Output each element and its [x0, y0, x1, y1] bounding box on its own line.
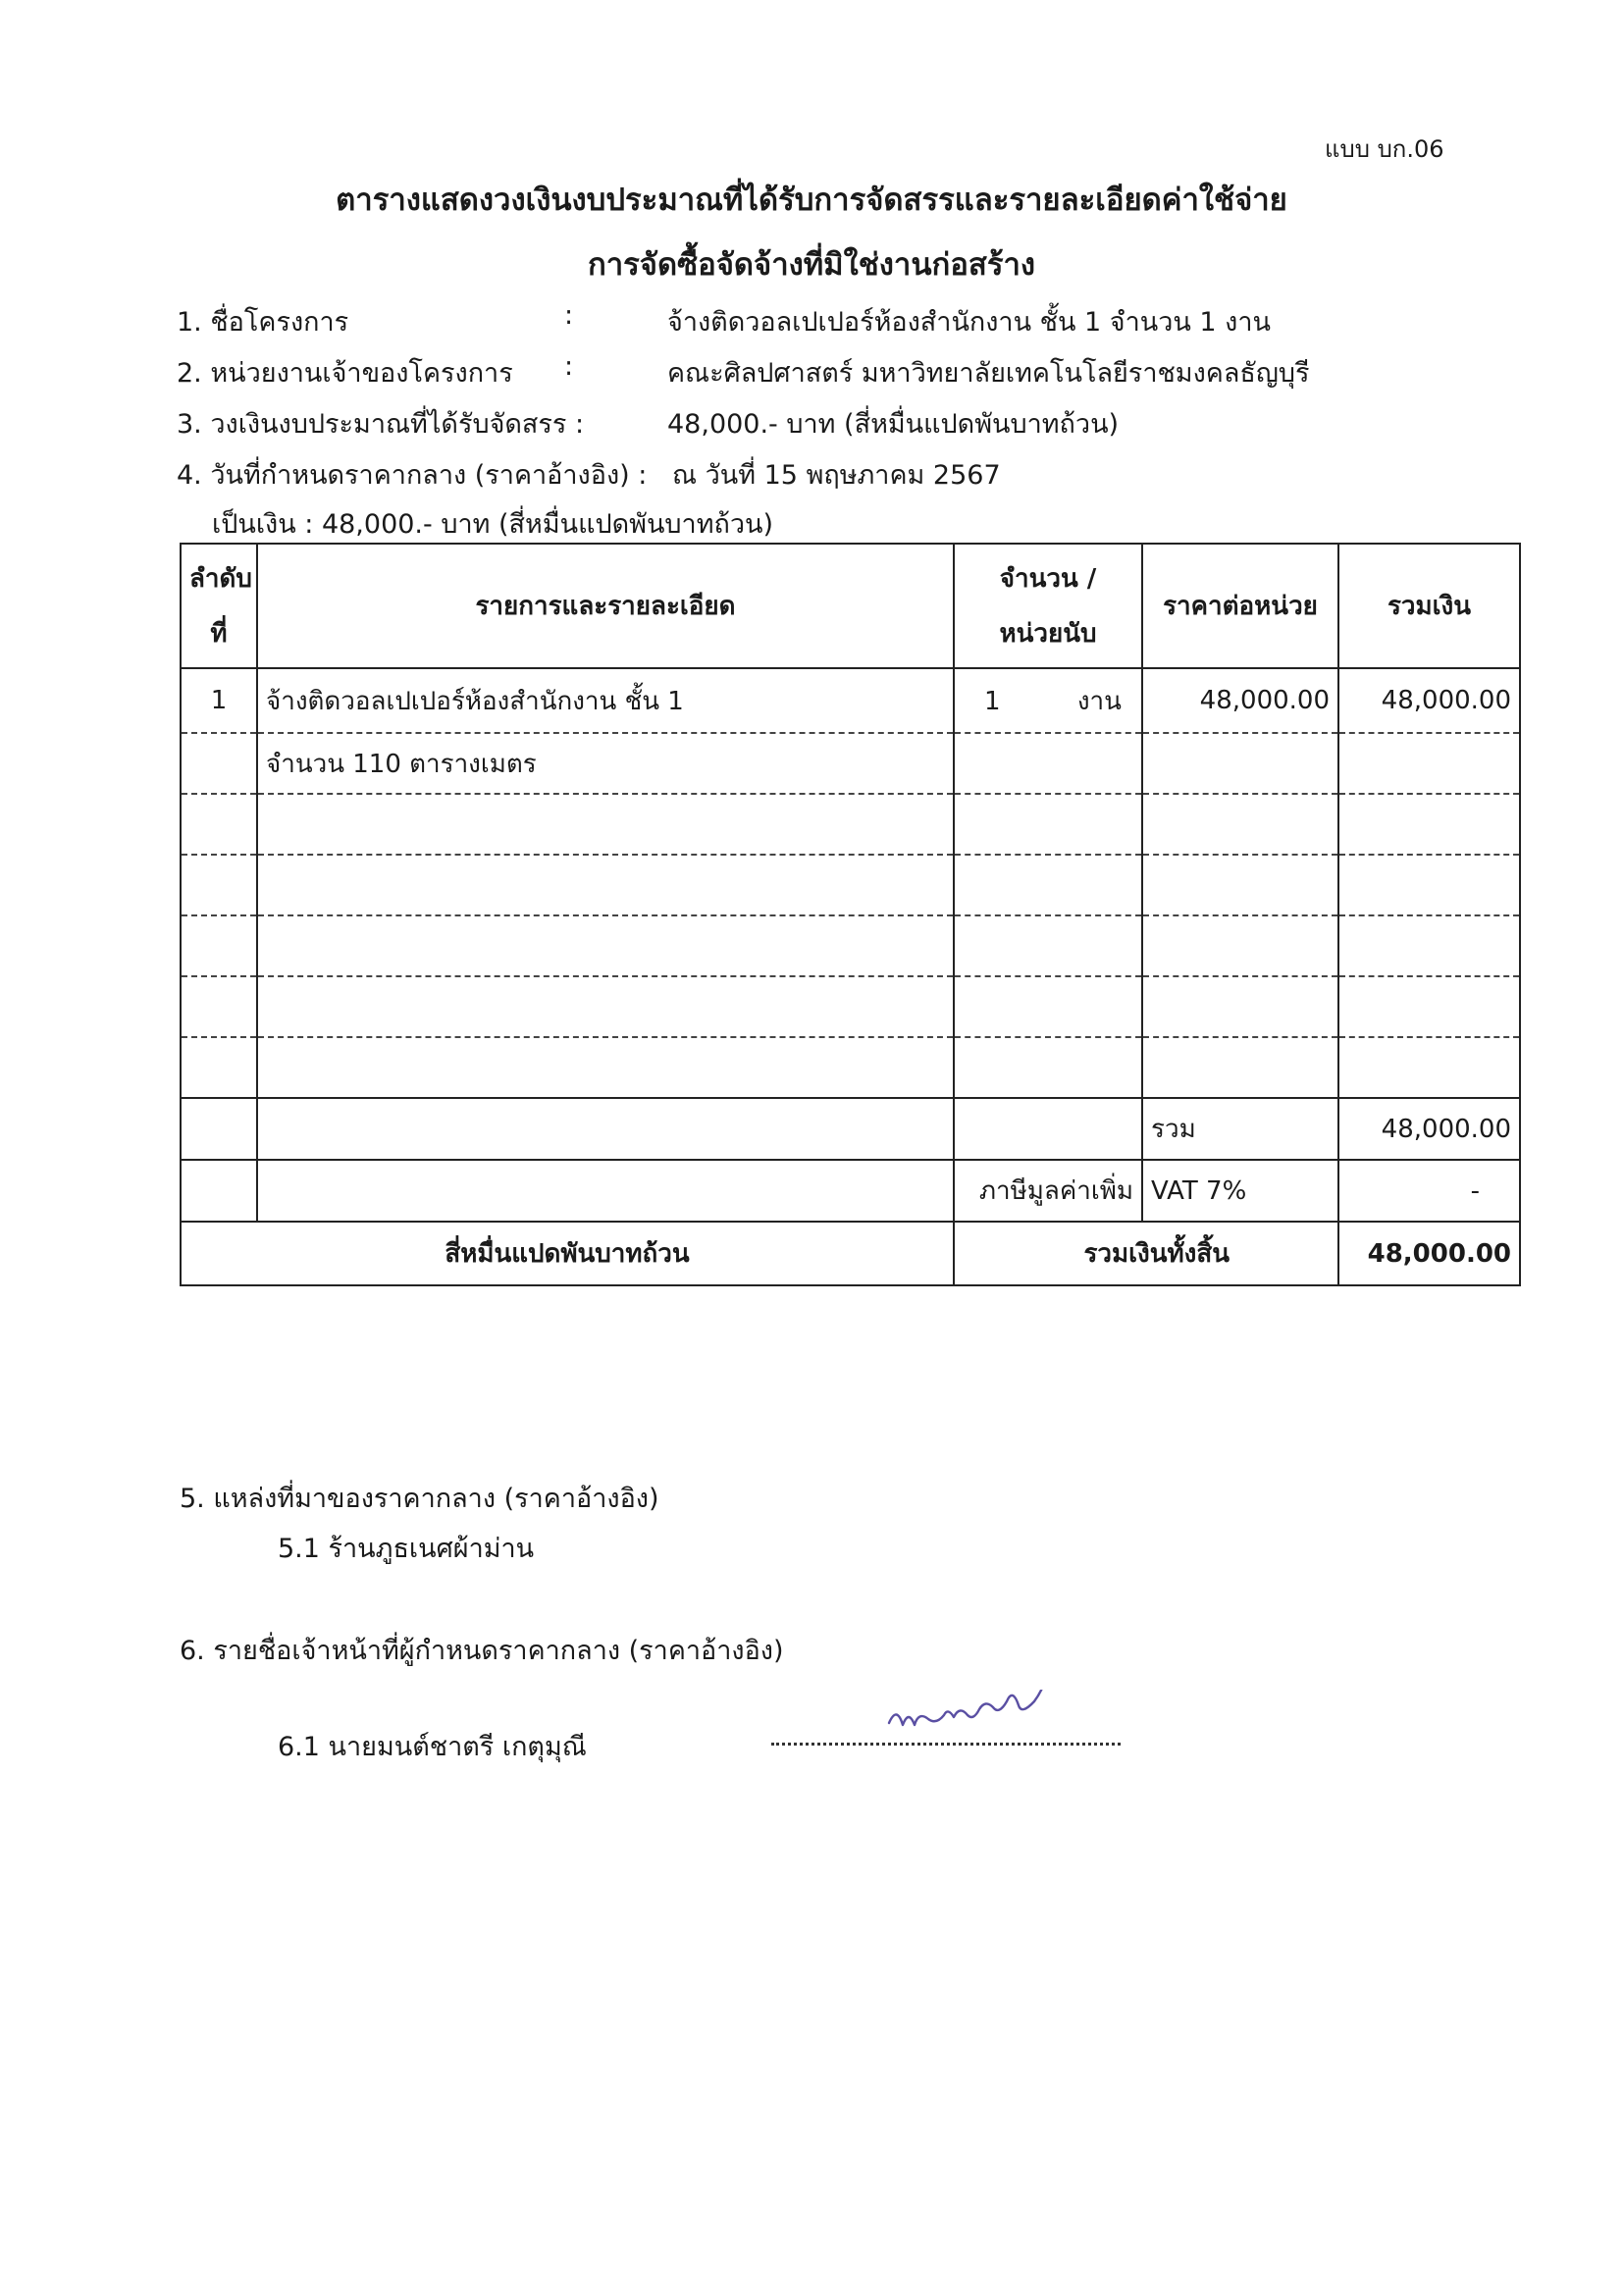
vat-row — [181, 1160, 1520, 1222]
table-row-empty — [181, 915, 1520, 976]
vat-rate: VAT 7% — [1142, 1160, 1338, 1222]
row-qty-unit: งาน — [1076, 686, 1122, 716]
header-no-line1: ลำดับ — [189, 563, 252, 594]
row-no: 1 — [181, 668, 257, 733]
amount-in-words: สี่หมื่นแปดพันบาทถ้วน — [181, 1222, 954, 1285]
owner-value: คณะศิลปศาสตร์ มหาวิทยาลัยเทคโนโลยีราชมงคลธัญบุรี — [667, 358, 1310, 389]
subtotal-label: รวม — [1142, 1098, 1338, 1160]
document-title-line1: ตารางแสดงวงเงินงบประมาณที่ได้รับการจัดสรรและรายละเอียดค่าใช้จ่าย — [336, 183, 1287, 218]
date-value: ณ วันที่ 15 พฤษภาคม 2567 — [672, 460, 1001, 491]
section5-item: 5.1 ร้านภูธเนศผ้าม่าน — [278, 1534, 535, 1564]
section5-title: 5. แหล่งที่มาของราคากลาง (ราคาอ้างอิง) — [180, 1484, 659, 1514]
table-row — [181, 668, 1520, 733]
grand-total-value: 48,000.00 — [1338, 1222, 1520, 1285]
grand-total-label: รวมเงินทั้งสิ้น — [954, 1222, 1338, 1285]
header-qty — [954, 544, 1142, 668]
budget-label: 3. วงเงินงบประมาณที่ได้รับจัดสรร : — [177, 409, 585, 440]
cost-table — [180, 543, 1521, 1286]
row-desc: จ้างติดวอลเปเปอร์ห้องสำนักงาน ชั้น 1 — [257, 668, 954, 733]
section6-title: 6. รายชื่อเจ้าหน้าที่ผู้กำหนดราคากลาง (ราคาอ้างอิง) — [180, 1636, 784, 1666]
header-qty-line1: จำนวน / — [999, 563, 1097, 594]
budget-value: 48,000.- บาท (สี่หมื่นแปดพันบาทถ้วน) — [667, 409, 1120, 440]
amount-line: เป็นเงิน : 48,000.- บาท (สี่หมื่นแปดพันบาทถ้วน) — [212, 509, 774, 540]
table-row-empty — [181, 1037, 1520, 1098]
vat-label: ภาษีมูลค่าเพิ่ม — [954, 1160, 1142, 1222]
row-desc-continued: จำนวน 110 ตารางเมตร — [257, 733, 954, 794]
project-label: 1. ชื่อโครงการ — [177, 307, 349, 338]
table-row-empty — [181, 855, 1520, 915]
header-qty-line2: หน่วยนับ — [999, 618, 1097, 649]
header-desc: รายการและรายละเอียด — [257, 544, 954, 668]
date-label: 4. วันที่กำหนดราคากลาง (ราคาอ้างอิง) : — [177, 460, 648, 491]
row-qty — [954, 668, 1142, 733]
signature-image — [883, 1690, 1070, 1748]
header-no-line2: ที่ — [210, 618, 228, 649]
owner-colon: : — [564, 351, 574, 382]
table-row-empty — [181, 794, 1520, 855]
vat-value: - — [1338, 1160, 1520, 1222]
row-total: 48,000.00 — [1338, 668, 1520, 733]
grand-total-row — [181, 1222, 1520, 1285]
subtotal-row — [181, 1098, 1520, 1160]
header-total: รวมเงิน — [1338, 544, 1520, 668]
project-value: จ้างติดวอลเปเปอร์ห้องสำนักงาน ชั้น 1 จำนวน 1 งาน — [667, 307, 1271, 338]
project-colon: : — [564, 300, 574, 331]
header-unit-price: ราคาต่อหน่วย — [1142, 544, 1338, 668]
section6-item: 6.1 นายมนต์ชาตรี เกตุมุณี — [278, 1732, 587, 1762]
table-row — [181, 733, 1520, 794]
document-title-line2: การจัดซื้อจัดจ้างที่มิใช่งานก่อสร้าง — [587, 247, 1036, 283]
row-unit-price: 48,000.00 — [1142, 668, 1338, 733]
row-qty-number: 1 — [984, 686, 1001, 716]
table-header-row — [181, 544, 1520, 668]
table-row-empty — [181, 976, 1520, 1037]
header-no — [181, 544, 257, 668]
subtotal-value: 48,000.00 — [1338, 1098, 1520, 1160]
form-code: แบบ บก.06 — [1325, 135, 1444, 163]
owner-label: 2. หน่วยงานเจ้าของโครงการ — [177, 358, 513, 389]
